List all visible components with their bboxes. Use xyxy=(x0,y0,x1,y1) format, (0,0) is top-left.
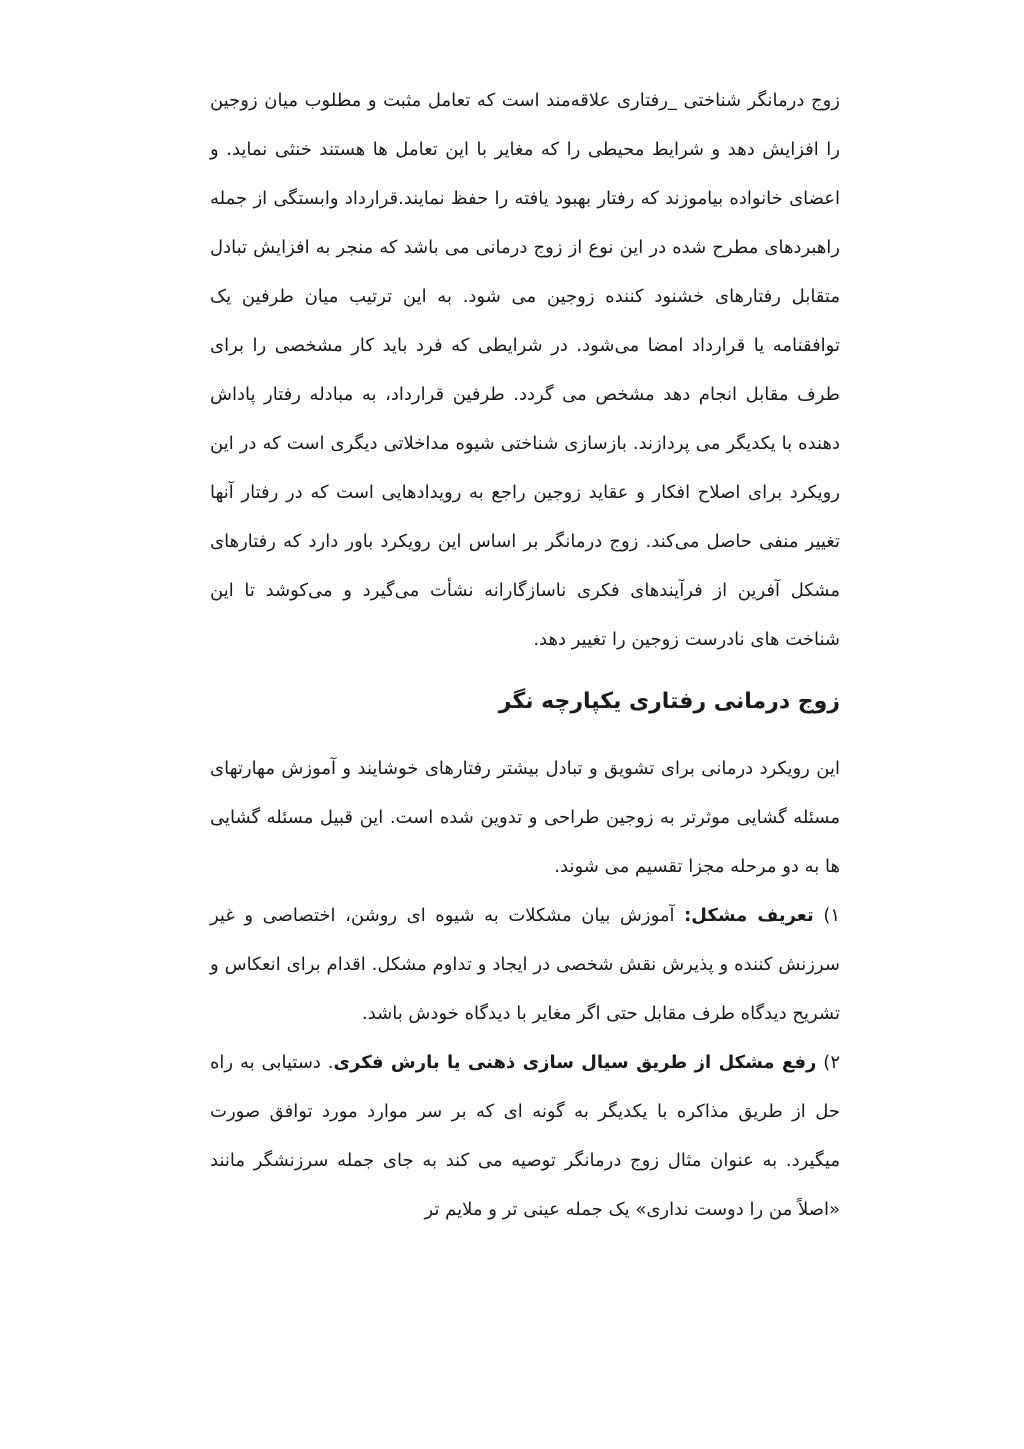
list-item-1-text: آموزش بیان مشکلات به شیوه ای روشن، اختصاصی و غیر سرزنش کننده و پذیرش نقش شخصی در ایجاد و تداوم مشکل. اقدام برای انعکاس و تشریح دیدگاه طرف مقابل حتی اگر مغایر با دیدگاه خودش باشد. xyxy=(210,905,840,1024)
list-item-2-title: رفع مشکل از طریق سیال سازی ذهنی یا بارش فکری xyxy=(333,1052,817,1073)
list-item-2-number: ۲) xyxy=(823,1052,840,1073)
list-item-1-number: ۱) xyxy=(823,905,841,926)
list-item-1-title: تعریف مشکل: xyxy=(684,905,814,926)
body-paragraph-1: زوج درمانگر شناختی _رفتاری علاقه‌مند است که تعامل مثبت و مطلوب میان زوجین را افزایش دهد و شرایط محیطی را که مغایر با این تعامل ها هستند خنثی نماید. و اعضای خانواده بیاموزند که رفتار بهبود یافته را حفظ نمایند.قرارداد وابستگی از جمله راهبردهای مطرح شده در این نوع از زوج درمانی می باشد که منجر به افزایش تبادل متقابل رفتارهای خشنود کننده زوجین می شود. به این ترتیب میان طرفین یک توافقنامه یا قرارداد امضا می‌شود. در شرایطی که فرد باید کار مشخصی را برای طرف مقابل انجام دهد مشخص می گردد. طرفین قرارداد، به مبادله رفتار پاداش دهنده با یکدیگر می پردازند. بازسازی شناختی شیوه مداخلاتی دیگری است که در این رویکرد برای اصلاح افکار و عقاید زوجین راجع به رویدادهایی است که در رفتار آنها تغییر منفی حاصل می‌کند. زوج درمانگر بر اساس این رویکرد باور دارد که رفتارهای مشکل آفرین از فرآیندهای فکری ناسازگارانه نشأت می‌گیرد و می‌کوشد تا این شناخت های نادرست زوجین را تغییر دهد. xyxy=(210,90,840,650)
document-page xyxy=(210,76,840,1234)
section-heading: زوج درمانی رفتاری یکپارچه نگر xyxy=(498,689,840,714)
list-item-2-text: . دستیابی به راه حل از طریق مذاکره با یکدیگر به گونه ای که بر سر موارد مورد توافق صورت میگیرد. به عنوان مثال زوج درمانگر توصیه می کند به جای جمله سرزنشگر مانند «اصلاً من را دوست نداری» یک جمله عینی تر و ملایم تر xyxy=(210,1052,840,1220)
list-item-2 xyxy=(210,1038,840,1234)
list-item-1 xyxy=(210,891,840,1038)
body-paragraph-2: این رویکرد درمانی برای تشویق و تبادل بیشتر رفتارهای خوشایند و آموزش مهارتهای مسئله گشایی موثرتر به زوجین طراحی و تدوین شده است. این قبیل مسئله گشایی ها به دو مرحله مجزا تقسیم می شوند. xyxy=(210,758,840,877)
